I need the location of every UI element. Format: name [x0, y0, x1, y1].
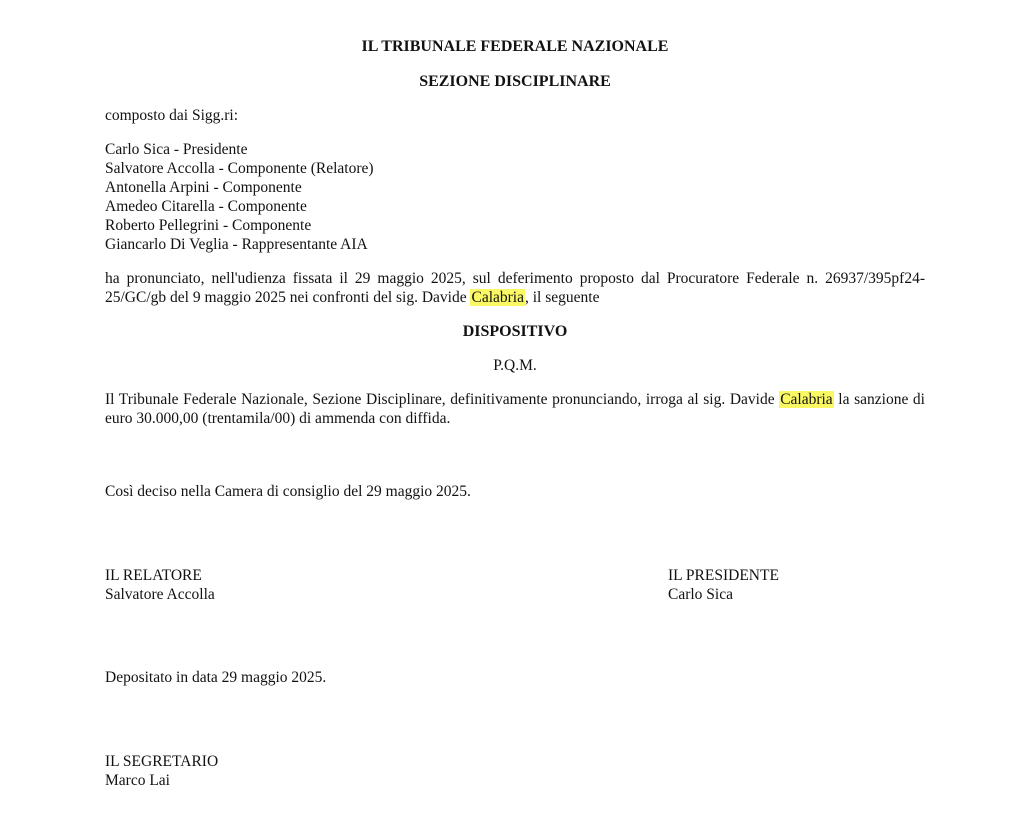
panel-member: Carlo Sica - Presidente — [105, 141, 248, 158]
presidente-title: IL PRESIDENTE — [668, 567, 779, 584]
panel-member: Salvatore Accolla - Componente (Relatore) — [105, 160, 374, 177]
segretario-title: IL SEGRETARIO — [105, 753, 219, 770]
panel-members-list — [105, 140, 925, 254]
relatore-title: IL RELATORE — [105, 567, 202, 584]
pronouncement-line2-tail: , il seguente — [525, 289, 600, 306]
ruling-paragraph — [105, 390, 925, 428]
pqm-heading: P.Q.M. — [493, 357, 537, 374]
presidente-block — [668, 566, 925, 604]
calabria-highlight: Calabria — [471, 289, 524, 306]
ruling-line1 — [105, 390, 925, 409]
dispositivo-heading: DISPOSITIVO — [462, 323, 568, 340]
section-subtitle: SEZIONE DISCIPLINARE — [419, 73, 611, 90]
ruling-line1-tail: la sanzione di — [833, 391, 925, 408]
pronouncement-line2 — [105, 288, 925, 307]
pronouncement-line2-text: 25/GC/gb del 9 maggio 2025 nei confronti del sig. Davide — [105, 289, 471, 306]
signatures-row — [105, 566, 925, 604]
deposit-line: Depositato in data 29 maggio 2025. — [105, 669, 327, 686]
relatore-block — [105, 566, 668, 604]
ruling-line1-text: Il Tribunale Federale Nazionale, Sezione Disciplinare, definitivamente pronunciando, irroga al sig. Davide — [105, 391, 780, 408]
relatore-name: Salvatore Accolla — [105, 586, 215, 603]
panel-member: Giancarlo Di Veglia - Rappresentante AIA — [105, 236, 368, 253]
panel-member: Roberto Pellegrini - Componente — [105, 217, 312, 234]
ruling-line2: euro 30.000,00 (trentamila/00) di ammenda con diffida. — [105, 410, 451, 427]
composed-label: composto dai Sigg.ri: — [105, 107, 239, 124]
segretario-block — [105, 752, 925, 790]
panel-member: Antonella Arpini - Componente — [105, 179, 302, 196]
tribunal-title: IL TRIBUNALE FEDERALE NAZIONALE — [361, 38, 669, 55]
decision-line: Così deciso nella Camera di consiglio del 29 maggio 2025. — [105, 483, 471, 500]
segretario-name: Marco Lai — [105, 772, 170, 789]
pronouncement-line1: ha pronunciato, nell'udienza fissata il 29 maggio 2025, sul deferimento proposto dal Procuratore Federale n. 26937/395pf24- — [105, 270, 925, 287]
panel-member: Amedeo Citarella - Componente — [105, 198, 307, 215]
pronouncement-paragraph — [105, 269, 925, 307]
presidente-name: Carlo Sica — [668, 586, 733, 603]
calabria-highlight: Calabria — [780, 391, 833, 408]
